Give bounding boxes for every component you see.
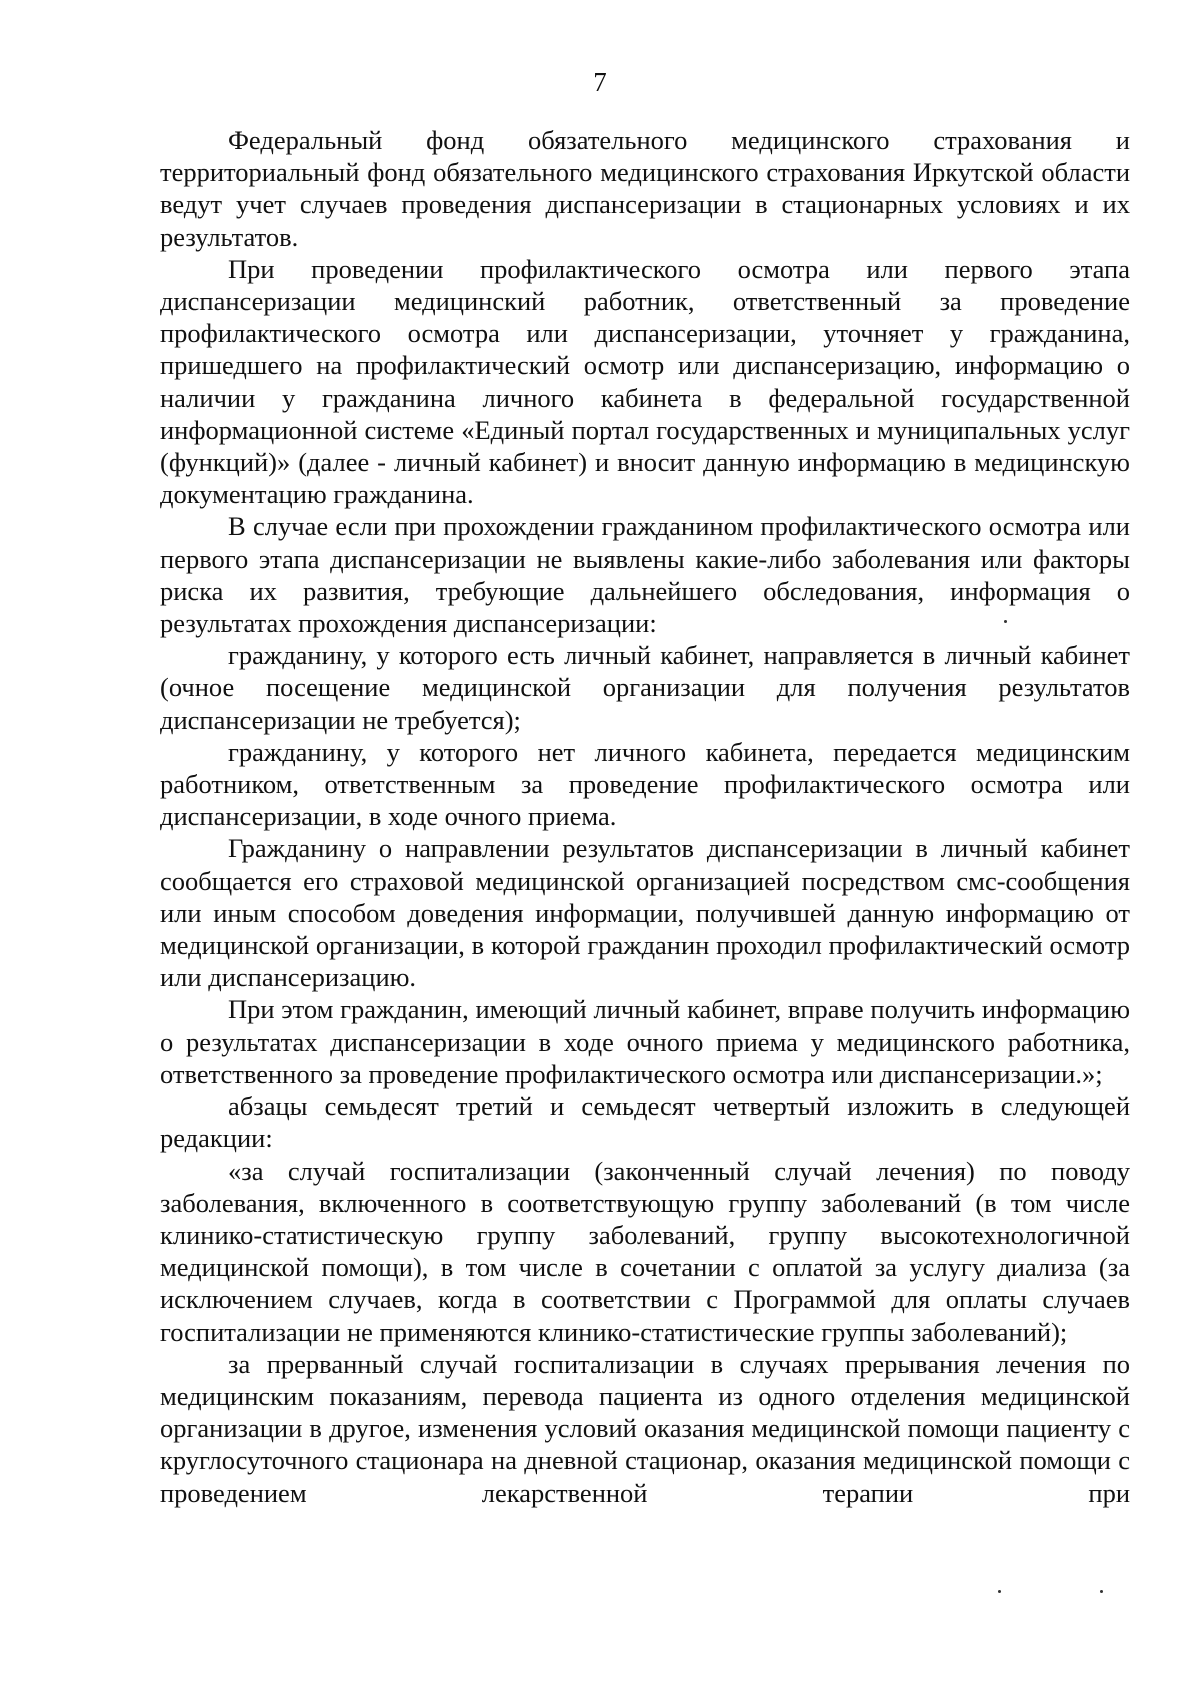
- page-number: 7: [593, 67, 607, 97]
- paragraph: Гражданину о направлении результатов диспансеризации в личный кабинет сообщается его страховой медицинской организацией посредством смс-сообщения или иным способом доведения информации, получившей данную информацию от медицинской организации, в которой гражданин проходил профилактический осмотр или диспансеризацию.: [160, 833, 1130, 993]
- paragraph: гражданину, у которого нет личного кабинета, передается медицинским работником, ответственным за проведение профилактического осмотра или диспансеризации, в ходе очного приема.: [160, 736, 1130, 832]
- paragraph: Федеральный фонд обязательного медицинского страхования и территориальный фонд обязательного медицинского страхования Иркутской области ведут учет случаев проведения диспансеризации в стационарных условиях и их результатов.: [160, 125, 1130, 252]
- paragraph: гражданину, у которого есть личный кабинет, направляется в личный кабинет (очное посещение медицинской организации для получения результатов диспансеризации не требуется);: [160, 640, 1130, 735]
- scan-speck: [1004, 620, 1007, 623]
- paragraph-continued: за прерванный случай госпитализации в случаях прерывания лечения по медицинским показаниям, перевода пациента из одного отделения медицинской организации в другое, изменения условий оказания медицинской помощи пациенту с круглосуточного стационара на дневной стационар, оказания медицинской помощи с проведением лекарственной терапии при: [160, 1348, 1130, 1508]
- scan-speck: [1100, 1590, 1103, 1593]
- paragraph: При этом гражданин, имеющий личный кабинет, вправе получить информацию о результатах диспансеризации в ходе очного приема у медицинского работника, ответственного за проведение профилактического осмотра или диспансеризации.»;: [160, 994, 1130, 1089]
- paragraph: При проведении профилактического осмотра или первого этапа диспансеризации медицинский работник, ответственный за проведение профилактического осмотра или диспансеризации, уточняет у гражданина, пришедшего на профилактический осмотр или диспансеризацию, информацию о наличии у гражданина личного кабинета в федеральной государственной информационной системе «Единый портал государственных и муниципальных услуг (функций)» (далее - личный кабинет) и вносит данную информацию в медицинскую документацию гражданина.: [160, 253, 1130, 510]
- paragraph: абзацы семьдесят третий и семьдесят четвертый изложить в следующей редакции:: [160, 1091, 1130, 1154]
- paragraph: «за случай госпитализации (законченный случай лечения) по поводу заболевания, включенного в соответствующую группу заболеваний (в том числе клинико-статистическую группу заболеваний, группу высокотехнологичной медицинской помощи), в том числе в сочетании с оплатой за услугу диализа (за исключением случаев, когда в соответствии с Программой для оплаты случаев госпитализации не применяются клинико-статистические группы заболеваний);: [160, 1155, 1130, 1347]
- paragraph: В случае если при прохождении гражданином профилактического осмотра или первого этапа диспансеризации не выявлены какие-либо заболевания или факторы риска их развития, требующие дальнейшего обследования, информация о результатах прохождения диспансеризации:: [160, 511, 1130, 639]
- scan-speck: [998, 1590, 1001, 1593]
- document-body: [160, 124, 1130, 1509]
